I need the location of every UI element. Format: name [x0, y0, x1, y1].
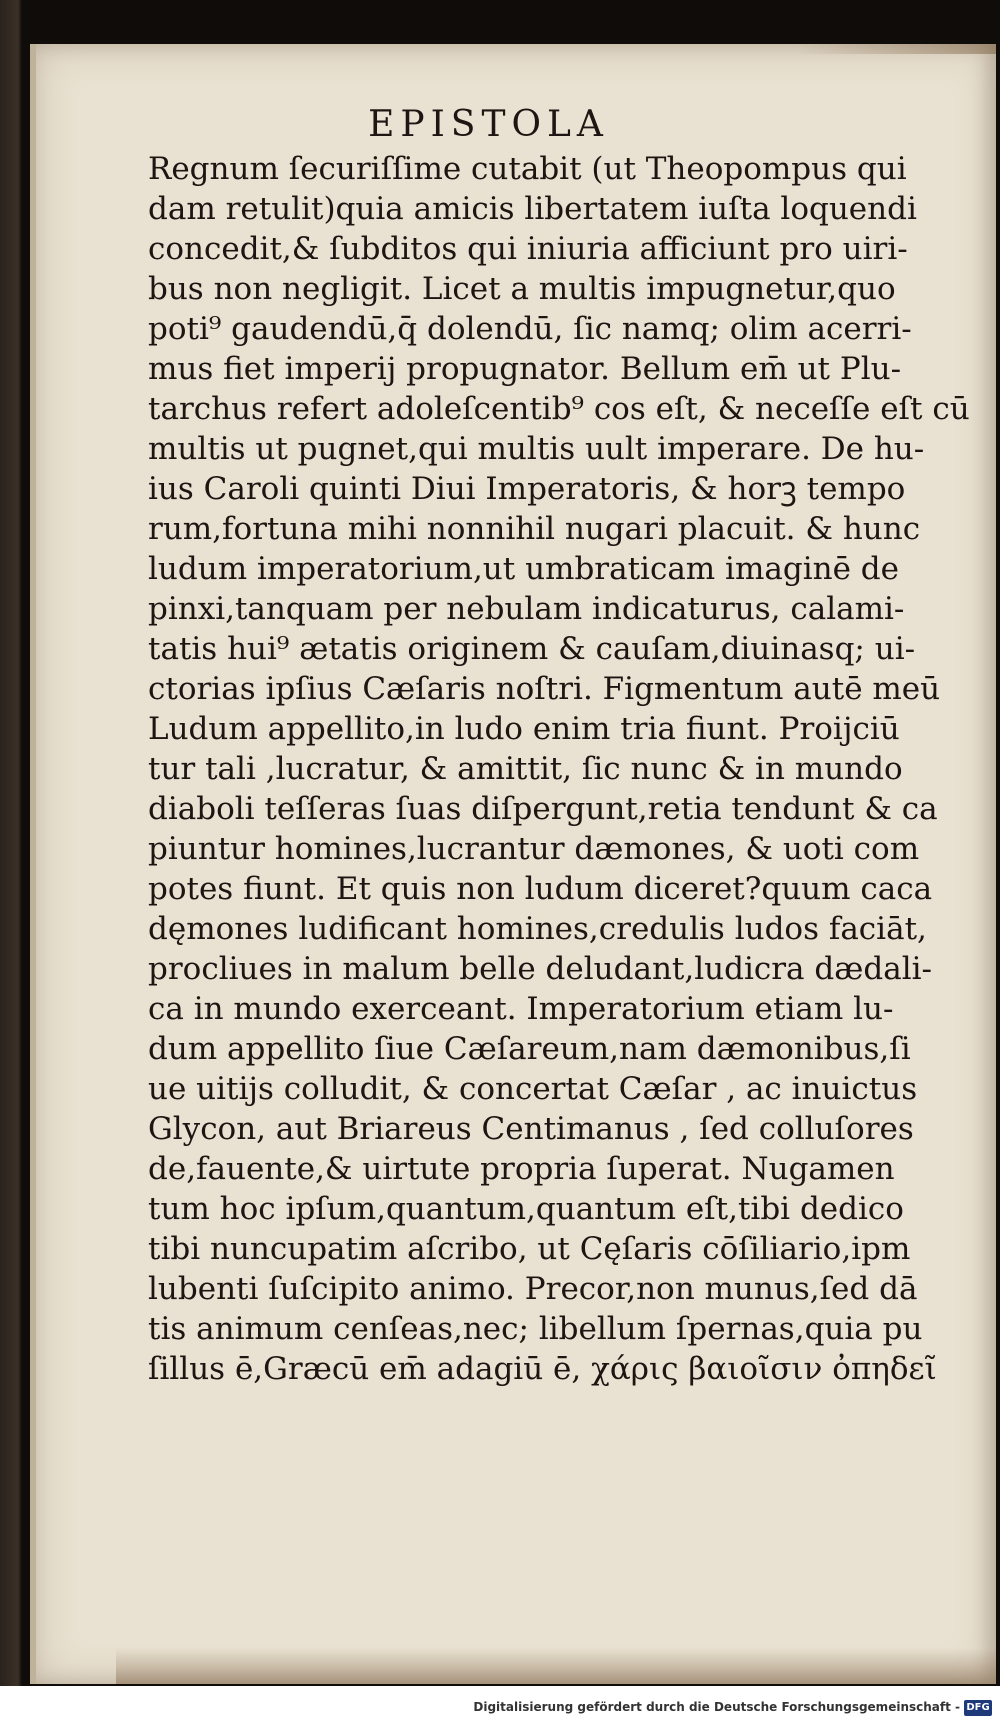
text-line: pinxi,tanquam per nebulam indicaturus, calami-	[148, 591, 905, 627]
text-line: rum,fortuna mihi nonnihil nugari placuit. & hunc	[148, 511, 921, 547]
text-line: ludum imperatorium,ut umbraticam imaginē de	[148, 551, 899, 587]
page-heading: EPISTOLA	[368, 104, 609, 145]
text-line: tarchus refert adoleſcentib⁹ cos eſt, & neceſſe eſt cū	[148, 391, 970, 427]
text-line: tibi nuncupatim aſcribo, ut Cęſaris cōſiliario,ipm	[148, 1231, 911, 1267]
text-line: tur tali ,lucratur, & amittit, ſic nunc & in mundo	[148, 751, 903, 787]
text-line: ue uitijs colludit, & concertat Cæſar , ac inuictus	[148, 1071, 918, 1107]
text-line: poti⁹ gaudendū,q̄ dolendū, ſic namq; olim acerri-	[148, 311, 912, 347]
text-line: bus non negligit. Licet a multis impugnetur,quo	[148, 271, 896, 307]
body-text	[148, 149, 970, 1389]
dfg-logo-icon: DFG	[964, 1700, 992, 1716]
book-page	[30, 44, 996, 1684]
text-line: dęmones ludificant homines,credulis ludos faciāt,	[148, 911, 927, 947]
text-line: multis ut pugnet,qui multis uult imperare. De hu-	[148, 431, 925, 467]
text-line: potes fiunt. Et quis non ludum diceret?quum caca	[148, 871, 933, 907]
text-line: ca in mundo exerceant. Imperatorium etiam lu-	[148, 991, 894, 1027]
text-line: diaboli teſſeras ſuas diſpergunt,retia tendunt & ca	[148, 791, 938, 827]
text-line: concedit,& ſubditos qui iniuria afficiunt pro uiri-	[148, 231, 908, 267]
text-line: Ludum appellito,in ludo enim tria fiunt. Proijciū	[148, 711, 900, 747]
text-line: ius Caroli quinti Diui Imperatoris, & horꝫ tempo	[148, 471, 906, 507]
text-line: tatis hui⁹ ætatis originem & cauſam,diuinasq; ui-	[148, 631, 916, 667]
text-line: ctorias ipſius Cæſaris noſtri. Figmentum autē meū	[148, 671, 941, 707]
text-line: Glycon, aut Briareus Centimanus , ſed colluſores	[148, 1111, 914, 1147]
footer-bar	[0, 1686, 1000, 1724]
text-line: de,fauente,& uirtute propria ſuperat. Nugamen	[148, 1151, 895, 1187]
text-line: dum appellito ſiue Cæſareum,nam dæmonibus,ſi	[148, 1031, 911, 1067]
text-line: lubenti ſuſcipito animo. Precor,non munus,ſed dā	[148, 1271, 918, 1307]
page-edge-bottom	[116, 1648, 996, 1684]
text-line: Regnum ſecuriſſime cutabit (ut Theopompus qui	[148, 151, 907, 187]
text-line: tis animum cenſeas,nec; libellum ſpernas,quia pu	[148, 1311, 923, 1347]
text-line: dam retulit)quia amicis libertatem iuſta loquendi	[148, 191, 917, 227]
footer-credit: Digitalisierung gefördert durch die Deutsche Forschungsgemeinschaft -	[473, 1700, 960, 1714]
text-line: procliues in malum belle deludant,ludicra dædali-	[148, 951, 932, 987]
text-line: tum hoc ipſum,quantum,quantum eſt,tibi dedico	[148, 1191, 904, 1227]
text-line: mus fiet imperij propugnator. Bellum em̄ ut Plu-	[148, 351, 902, 387]
text-line: piuntur homines,lucrantur dæmones, & uoti com	[148, 831, 920, 867]
text-line: ſillus ē,Græcū em̄ adagiū ē, χάρις βαιοῖσιν ὀπηδεῖ	[148, 1351, 937, 1387]
page-edge-top	[796, 44, 996, 54]
